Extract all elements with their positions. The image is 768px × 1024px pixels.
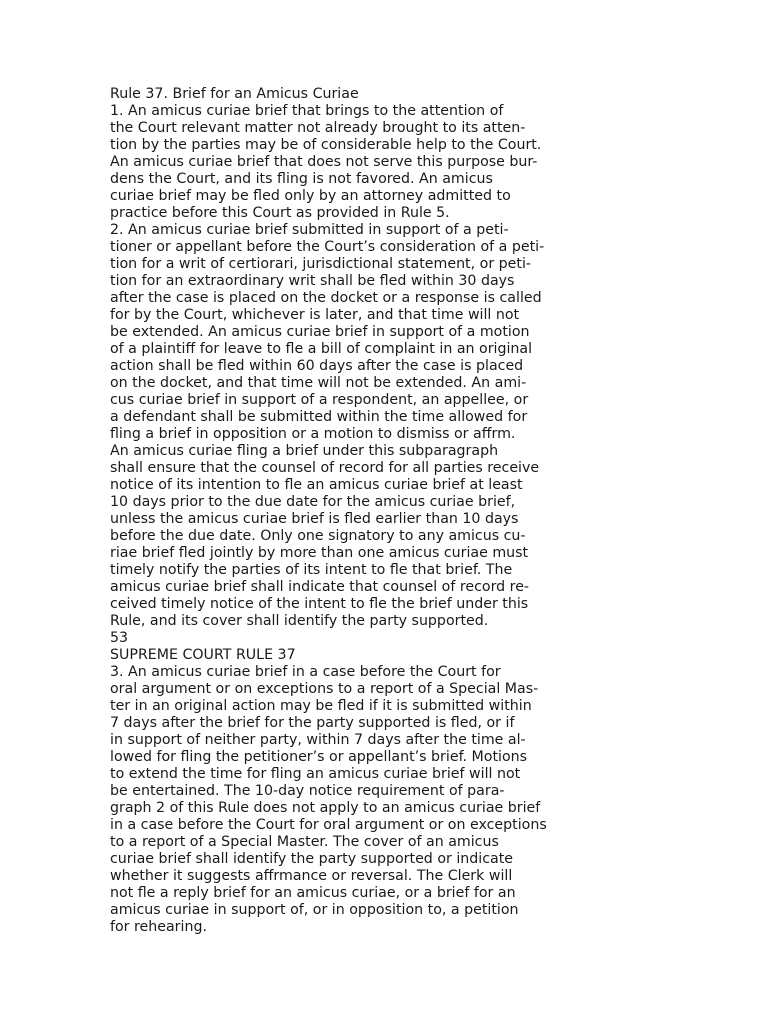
text-line: An amicus curiae fling a brief under this subparagraph	[110, 443, 499, 459]
text-line: to extend the time for fling an amicus curiae brief will not	[110, 766, 521, 782]
text-line: before the due date. Only one signatory to any amicus cu-	[110, 528, 526, 544]
text-line: action shall be fled within 60 days after the case is placed	[110, 358, 524, 374]
text-line: the Court relevant matter not already brought to its atten-	[110, 120, 526, 136]
text-line: 53	[110, 630, 129, 646]
text-line: of a plaintiff for leave to fle a bill of complaint in an original	[110, 341, 533, 357]
text-line: practice before this Court as provided in Rule 5.	[110, 205, 450, 221]
text-line: riae brief fled jointly by more than one amicus curiae must	[110, 545, 529, 561]
text-line: tioner or appellant before the Court’s consideration of a peti-	[110, 239, 545, 255]
text-line: unless the amicus curiae brief is fled earlier than 10 days	[110, 511, 519, 527]
text-line: An amicus curiae brief that does not serve this purpose bur-	[110, 154, 538, 170]
text-line: whether it suggests affrmance or reversal. The Clerk will	[110, 868, 513, 884]
text-line: be entertained. The 10-day notice requirement of para-	[110, 783, 505, 799]
text-line: for by the Court, whichever is later, and that time will not	[110, 307, 520, 323]
text-line: Rule 37. Brief for an Amicus Curiae	[110, 86, 359, 102]
text-line: to a report of a Special Master. The cover of an amicus	[110, 834, 499, 850]
text-line: amicus curiae in support of, or in opposition to, a petition	[110, 902, 519, 918]
text-line: 7 days after the brief for the party supported is fled, or if	[110, 715, 515, 731]
text-line: 10 days prior to the due date for the amicus curiae brief,	[110, 494, 516, 510]
text-line: curiae brief may be fled only by an attorney admitted to	[110, 188, 511, 204]
text-line: dens the Court, and its fling is not favored. An amicus	[110, 171, 493, 187]
text-line: 2. An amicus curiae brief submitted in support of a peti-	[110, 222, 509, 238]
text-line: amicus curiae brief shall indicate that counsel of record re-	[110, 579, 530, 595]
text-line: on the docket, and that time will not be extended. An ami-	[110, 375, 527, 391]
text-line: shall ensure that the counsel of record for all parties receive	[110, 460, 540, 476]
text-line: cus curiae brief in support of a respondent, an appellee, or	[110, 392, 529, 408]
text-line: notice of its intention to fle an amicus curiae brief at least	[110, 477, 523, 493]
text-line: in a case before the Court for oral argument or on exceptions	[110, 817, 547, 833]
text-line: in support of neither party, within 7 days after the time al-	[110, 732, 526, 748]
text-line: be extended. An amicus curiae brief in support of a motion	[110, 324, 530, 340]
text-line: a defendant shall be submitted within the time allowed for	[110, 409, 528, 425]
text-line: SUPREME COURT RULE 37	[110, 647, 296, 663]
text-line: tion for a writ of certiorari, jurisdictional statement, or peti-	[110, 256, 532, 272]
text-line: 3. An amicus curiae brief in a case before the Court for	[110, 664, 501, 680]
text-line: curiae brief shall identify the party supported or indicate	[110, 851, 514, 867]
text-line: Rule, and its cover shall identify the party supported.	[110, 613, 489, 629]
text-line: after the case is placed on the docket or a response is called	[110, 290, 542, 306]
text-line: for rehearing.	[110, 919, 207, 935]
text-line: oral argument or on exceptions to a report of a Special Mas-	[110, 681, 539, 697]
text-line: tion by the parties may be of considerable help to the Court.	[110, 137, 542, 153]
text-line: graph 2 of this Rule does not apply to an amicus curiae brief	[110, 800, 541, 816]
text-line: lowed for fling the petitioner’s or appellant’s brief. Motions	[110, 749, 528, 765]
text-line: 1. An amicus curiae brief that brings to the attention of	[110, 103, 504, 119]
text-line: ter in an original action may be fled if it is submitted within	[110, 698, 532, 714]
text-line: timely notify the parties of its intent to fle that brief. The	[110, 562, 513, 578]
text-line: not fle a reply brief for an amicus curiae, or a brief for an	[110, 885, 516, 901]
document-page	[110, 86, 670, 936]
text-line: fling a brief in opposition or a motion to dismiss or affrm.	[110, 426, 516, 442]
text-line: tion for an extraordinary writ shall be fled within 30 days	[110, 273, 515, 289]
text-line: ceived timely notice of the intent to fle the brief under this	[110, 596, 529, 612]
